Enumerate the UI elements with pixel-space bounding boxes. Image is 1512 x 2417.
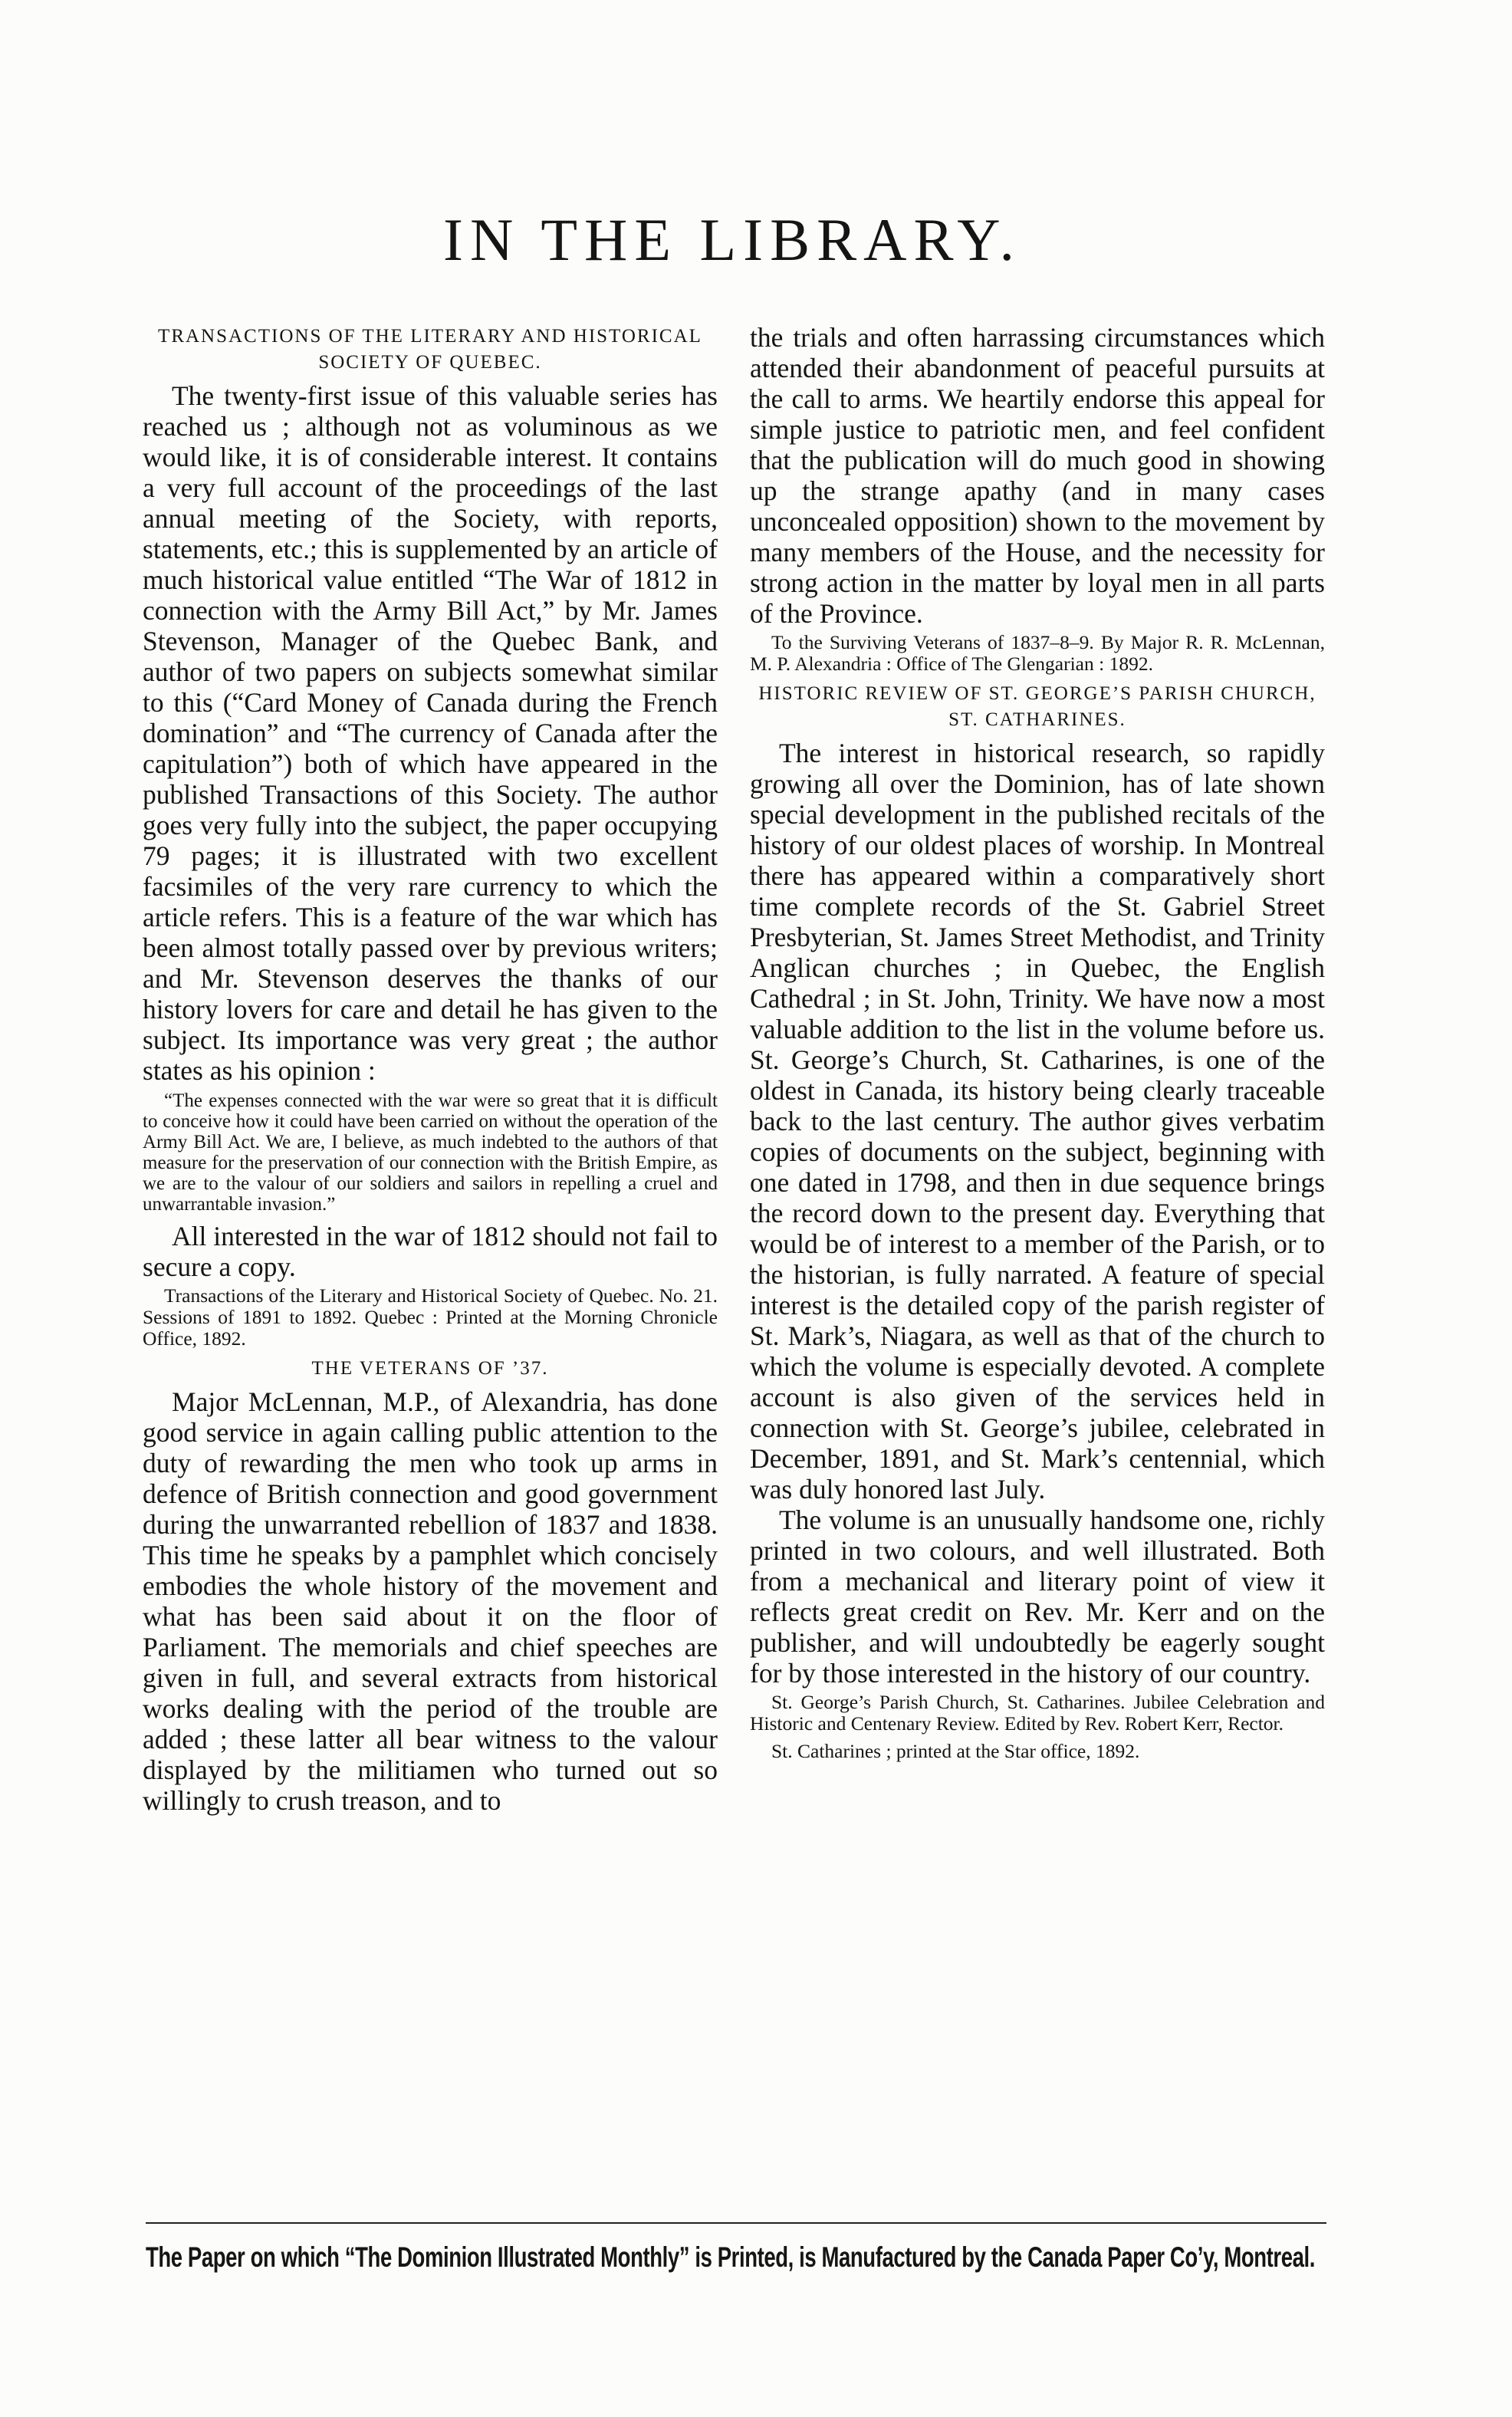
section-heading-st-george: HISTORIC REVIEW OF ST. GEORGE’S PARISH CHURCH, ST. CATHARINES. [758, 683, 1316, 730]
st-george-citation-2: St. Catharines ; printed at the Star office, 1892. [771, 1740, 1140, 1762]
transactions-citation: Transactions of the Literary and Historical Society of Quebec. No. 21. Sessions of 1891 to 1892. Quebec : Printed at the Morning Chronicle Office, 1892. [143, 1284, 718, 1350]
veterans-citation: To the Surviving Veterans of 1837–8–9. By Major R. R. McLennan, M. P. Alexandria : Office of The Glengarian : 1892. [750, 631, 1325, 675]
page-title: IN THE LIBRARY. [442, 206, 1021, 273]
veterans-body-1: Major McLennan, M.P., of Alexandria, has done good service in again calling public attention to the duty of rewarding the men who took up arms in defence of British connection and good government during the unwarranted rebellion of 1837 and 1838. This time he speaks by a pamphlet which concisely embodies the whole history of the movement and what has been said about it on the floor of Parliament. The memorials and chief speeches are given in full, and several extracts from historical works dealing with the period of the trouble are added ; these latter all bear witness to the valour displayed by the militiamen who turned out so willingly to crush treason, and to [143, 1386, 718, 1816]
transactions-body-1: The twenty-first issue of this valuable series has reached us ; although not as voluminous as we would like, it is of considerable interest. It contains a very full account of the proceedings of the last annual meeting of the Society, with reports, statements, etc.; this is supplemented by an article of much historical value entitled “The War of 1812 in connection with the Army Bill Act,” by Mr. James Stevenson, Manager of the Quebec Bank, and author of two papers on subjects somewhat similar to this (“Card Money of Canada during the French domination” and “The currency of Canada after the capitulation”) both of which have appeared in the published Transactions of this Society. The author goes very fully into the subject, the paper occupying 79 pages; it is illustrated with two excellent facsimiles of the very rare currency to which the article refers. This is a feature of the war which has been almost totally passed over by previous writers; and Mr. Stevenson deserves the thanks of our history lovers for care and detail he has given to the subject. Its importance was very great ; the author states as his opinion : [143, 380, 718, 1086]
footer-divider [146, 2222, 1326, 2224]
transactions-quote: “The expenses connected with the war were so great that it is difficult to conceive how it could have been carried on without the operation of the Army Bill Act. We are, I believe, as much indebted to the authors of that measure for the preservation of our connection with the British Empire, as we are to the valour of our soldiers and sailors in repelling a cruel and unwarrantable invasion.” [143, 1090, 718, 1215]
veterans-body-continued: the trials and often harrassing circumstances which attended their abandonment of peaceful pursuits at the call to arms. We heartily endorse this appeal for simple justice to patriotic men, and feel confident that the publication will do much good in showing up the strange apathy (and in many cases unconcealed opposition) shown to the movement by many members of the House, and the necessity for strong action in the matter by loyal men in all parts of the Province. [750, 322, 1325, 629]
section-heading-transactions: TRANSACTIONS OF THE LITERARY AND HISTORICAL SOCIETY OF QUEBEC. [158, 326, 702, 373]
st-george-body-2: The volume is an unusually handsome one, richly printed in two colours, and well illustrated. Both from a mechanical and literary point of view it reflects great credit on Rev. Mr. Kerr and on the publisher, and will undoubtedly be eagerly sought for by those interested in the history of our country. [750, 1504, 1325, 1689]
transactions-body-2: All interested in the war of 1812 should not fail to secure a copy. [143, 1221, 718, 1282]
st-george-body-1: The interest in historical research, so rapidly growing all over the Dominion, has of late shown special development in the published recitals of the history of our oldest places of worship. In Montreal there has appeared within a comparatively short time complete records of the St. Gabriel Street Presbyterian, St. James Street Methodist, and Trinity Anglican churches ; in Quebec, the English Cathedral ; in St. John, Trinity. We have now a most valuable addition to the list in the volume before us. St. George’s Church, St. Catharines, is one of the oldest in Canada, its history being clearly traceable back to the last century. The author gives verbatim copies of documents on the subject, beginning with one dated in 1798, and then in due sequence brings the record down to the present day. Everything that would be of interest to a member of the Parish, or to the historian, is fully narrated. A feature of special interest is the detailed copy of the parish register of St. Mark’s, Niagara, as well as that of the church to which the volume is especially devoted. A complete account is also given of the services held in connection with St. George’s jubilee, celebrated in December, 1891, and St. Mark’s centennial, which was duly honored last July. [750, 738, 1325, 1504]
right-column [750, 322, 1325, 1768]
section-heading-veterans: THE VETERANS OF ’37. [311, 1358, 549, 1379]
left-column [143, 322, 718, 1816]
footer-notice: The Paper on which “The Dominion Illustrated Monthly” is Printed, is Manufactured by the Canada Paper Co’y, Montreal. [146, 2241, 1315, 2273]
st-george-citation-1: St. George’s Parish Church, St. Catharines. Jubilee Celebration and Historic and Centenary Review. Edited by Rev. Robert Kerr, Rector. [750, 1691, 1325, 1735]
